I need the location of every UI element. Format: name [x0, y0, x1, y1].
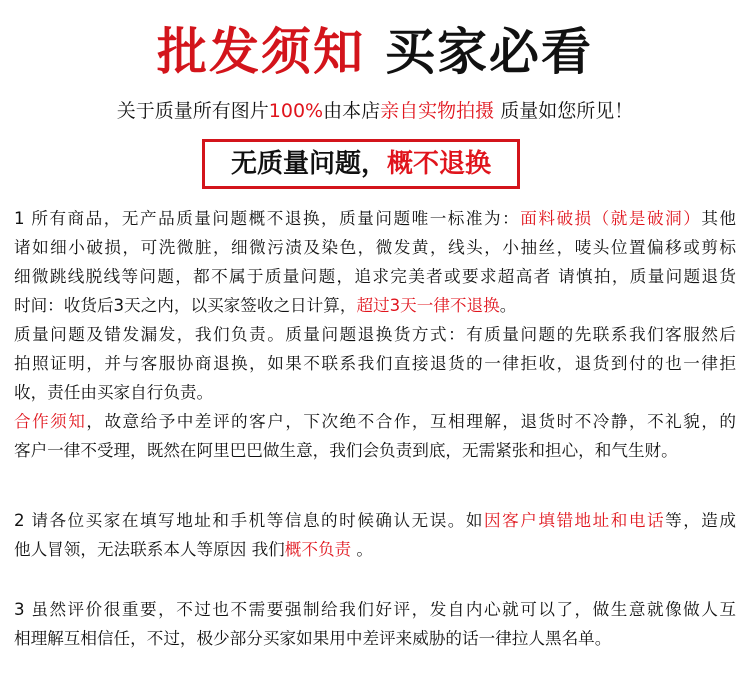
section-1-line-4 [14, 291, 736, 320]
section-1-line-1-post: 其他 [701, 209, 737, 228]
section-1-line-3: 细微跳线脱线等问题，都不属于质量问题，追求完美者或要求超高者 请慎拍，质量问题退货 [14, 267, 736, 286]
section-2-line-1 [14, 506, 736, 535]
section-2-line-2 [14, 535, 736, 564]
notice-box-red: 概不退换 [387, 149, 492, 179]
section-1-line-7: 收，责任由买家自行负责。 [14, 383, 214, 402]
subtitle-pre: 关于质量所有图片 [116, 100, 269, 122]
section-1-line-4-red: 超过3天一律不退换 [356, 296, 500, 315]
section-1-line-8-post: ，故意给予中差评的客户，下次绝不合作，互相理解，退货时不冷静，不礼貌，的 [86, 412, 737, 431]
section-1-line-6: 拍照证明，并与客服协商退换，如果不联系我们直接退货的一律拒收，退货到付的也一律拒 [14, 354, 736, 373]
section-1-line-8 [14, 407, 736, 436]
title-red: 批发须知 [157, 23, 365, 81]
notice-box-black: 无质量问题， [230, 149, 387, 179]
section-1-line-4-pre: 时间：收货后3天之内，以买家签收之日计算， [14, 296, 357, 315]
section-2 [14, 506, 736, 564]
section-1-line-2: 诸如细小破损，可洗微脏，细微污渍及染色，微发黄，线头，小抽丝，唛头位置偏移或剪标 [14, 238, 736, 257]
section-1-line-9: 客户一律不受理，既然在阿里巴巴做生意，我们会负责到底，无需紧张和担心，和气生财。 [14, 441, 678, 460]
section-1-line-1-pre: 1 所有商品，无产品质量问题概不退换，质量问题唯一标准为： [14, 209, 521, 228]
section-1-line-5: 质量问题及错发漏发，我们负责。质量问题退换货方式：有质量问题的先联系我们客服然后 [14, 325, 736, 344]
section-2-line-2-pre: 他人冒领，无法联系本人等原因 我们 [14, 540, 285, 559]
section-1-line-8-red: 合作须知 [14, 412, 87, 431]
notice-box [202, 139, 520, 189]
section-2-line-1-post: 等，造成 [665, 511, 737, 530]
section-2-line-2-red: 概不负责 [284, 540, 352, 559]
section-1 [14, 204, 736, 465]
title-black: 买家必看 [385, 23, 593, 81]
subtitle-percent: 100% [268, 100, 324, 122]
section-1-line-1-red: 面料破损（就是破洞） [520, 209, 702, 228]
page-title [0, 12, 750, 84]
section-3-line-2: 相理解互相信任，不过，极少部分买家如果用中差评来威胁的话一律拉人黑名单。 [14, 629, 612, 648]
subtitle [0, 96, 750, 123]
subtitle-mid: 由本店 [323, 100, 381, 122]
section-2-line-1-red: 因客户填错地址和电话 [484, 511, 666, 530]
subtitle-post: 质量如您所见！ [494, 100, 634, 122]
subtitle-red: 亲自实物拍摄 [380, 100, 495, 122]
section-2-line-1-pre: 2 请各位买家在填写地址和手机等信息的时候确认无误。如 [14, 511, 485, 530]
section-2-line-2-post: 。 [351, 540, 374, 559]
section-1-line-1 [14, 204, 736, 233]
section-3 [14, 595, 736, 653]
section-1-line-4-post: 。 [499, 296, 517, 315]
section-3-line-1: 3 虽然评价很重要，不过也不需要强制给我们好评，发自内心就可以了，做生意就像做人互 [14, 600, 736, 619]
